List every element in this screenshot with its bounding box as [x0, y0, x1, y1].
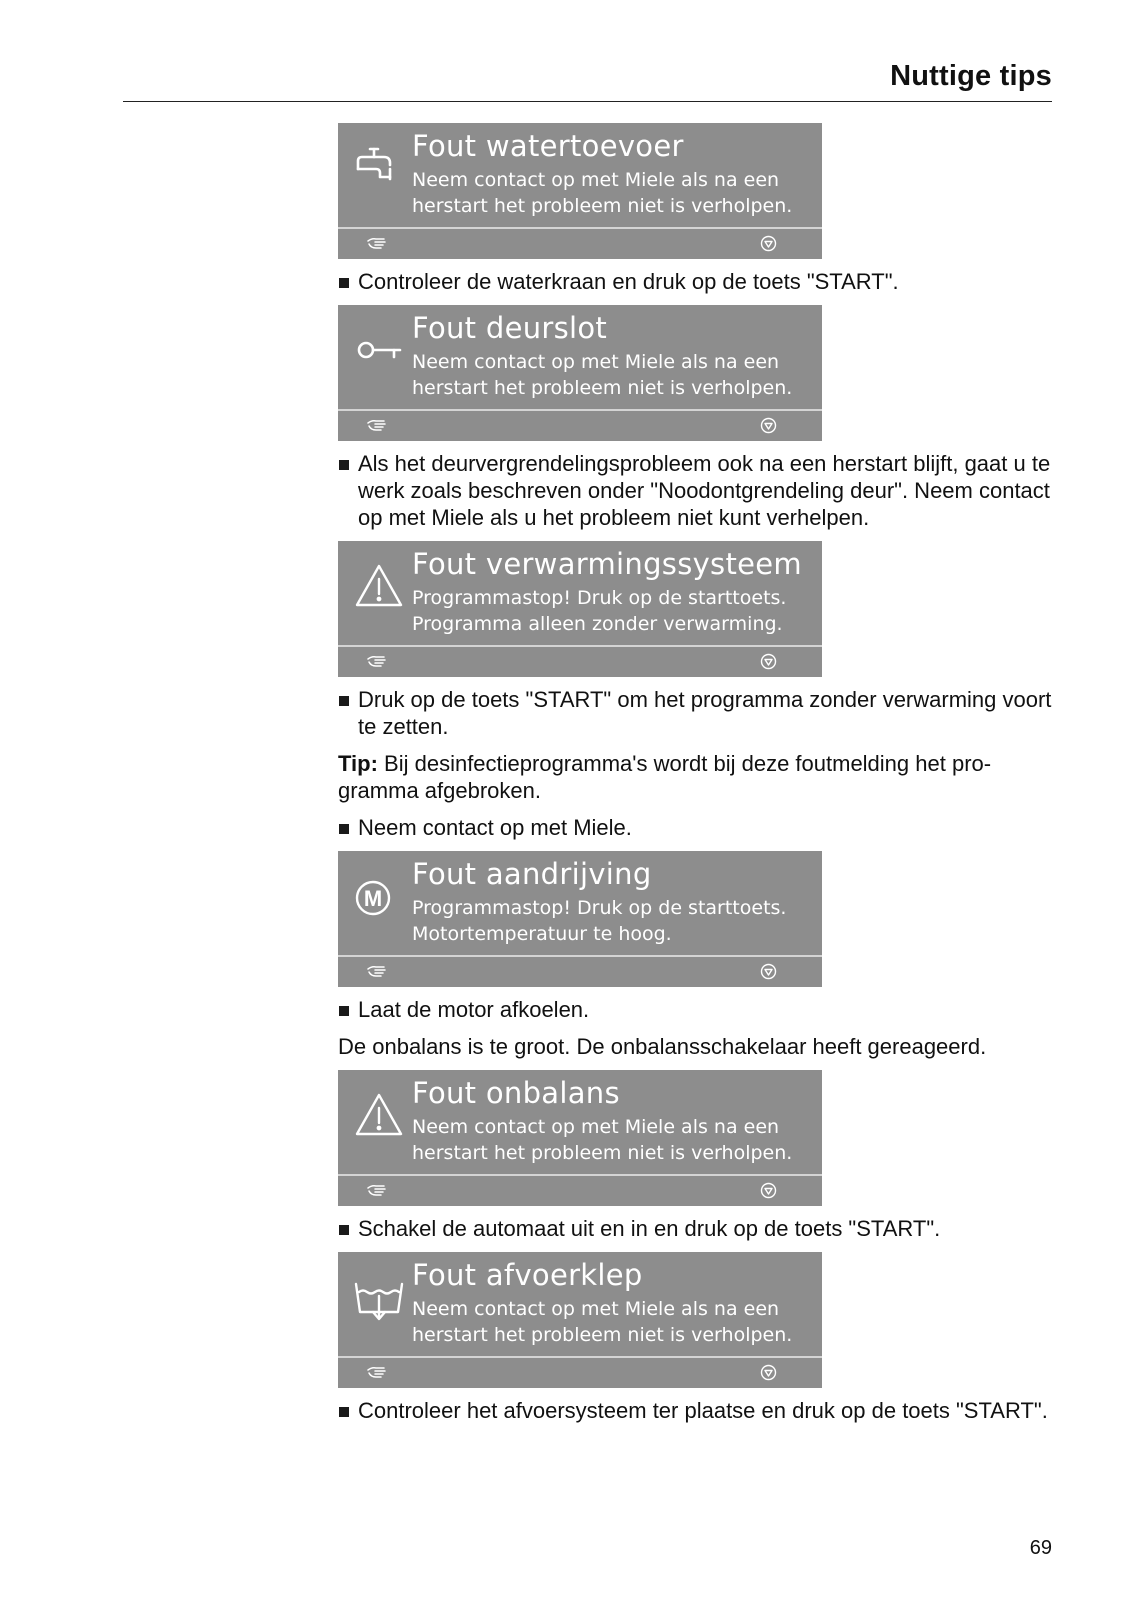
bullet-marker [339, 1006, 349, 1016]
display-message-line: Neem contact op met Miele als na een [412, 351, 780, 373]
instruction-bullet [338, 686, 1054, 740]
instruction-bullet [338, 268, 1054, 295]
bullet-marker [339, 278, 349, 288]
display-divider [338, 955, 822, 957]
instruction-text: Neem contact op met Miele. [358, 815, 632, 840]
tip-text: Bij desinfectieprogramma's wordt bij deze foutmelding het pro-gramma afgebroken. [338, 751, 992, 803]
display-message-line: herstart het probleem niet is verholpen. [412, 377, 793, 399]
instruction-text: Druk op de toets "START" om het programma zonder verwarming voort te zetten. [358, 687, 1052, 739]
down-arrow-icon [760, 1182, 777, 1199]
bullet-marker [339, 824, 349, 834]
page-header-title: Nuttige tips [890, 60, 1052, 92]
key-icon [348, 321, 410, 383]
water-tap-icon [348, 139, 410, 201]
down-arrow-icon [760, 653, 777, 670]
display-divider [338, 645, 822, 647]
instruction-bullet [338, 450, 1054, 531]
motor-m-icon [348, 867, 410, 929]
bullet-marker [339, 460, 349, 470]
display-message-line: Neem contact op met Miele als na een [412, 169, 780, 191]
display-fout-aandrijving [338, 851, 822, 987]
display-title: Fout verwarmingssysteem [412, 547, 802, 581]
note-paragraph: De onbalans is te groot. De onbalansschakelaar heeft gereageerd. [338, 1034, 987, 1059]
instruction-text: Als het deurvergrendelingsprobleem ook na een herstart blijft, gaat u te werk zoals beschreven onder "Noodontgrendeling deur". Neem contact op met Miele als u het probleem niet kunt verhelpen. [358, 451, 1051, 530]
instruction-bullet [338, 1397, 1054, 1424]
display-fout-afvoerklep [338, 1252, 822, 1388]
display-title: Fout aandrijving [412, 857, 652, 891]
display-message-line: Programmastop! Druk op de starttoets. [412, 587, 787, 609]
display-message-line: herstart het probleem niet is verholpen. [412, 1142, 793, 1164]
display-message-line: Neem contact op met Miele als na een [412, 1116, 780, 1138]
hand-icon [366, 653, 390, 669]
instruction-text: Controleer de waterkraan en druk op de toets "START". [358, 269, 899, 294]
display-divider [338, 1174, 822, 1176]
instruction-bullet [338, 996, 1054, 1023]
instruction-text: Schakel de automaat uit en in en druk op de toets "START". [358, 1216, 941, 1241]
display-title: Fout deurslot [412, 311, 608, 345]
tip-label: Tip: [338, 751, 378, 776]
display-message-line: Programma alleen zonder verwarming. [412, 613, 783, 635]
hand-icon [366, 417, 390, 433]
display-title: Fout watertoevoer [412, 129, 684, 163]
page-number: 69 [1029, 1537, 1052, 1559]
display-title: Fout onbalans [412, 1076, 620, 1110]
display-title: Fout afvoerklep [412, 1258, 643, 1292]
instruction-bullet [338, 814, 1054, 841]
drain-valve-icon [348, 1268, 410, 1330]
warning-triangle-icon [348, 557, 410, 619]
warning-triangle-icon [348, 1086, 410, 1148]
hand-icon [366, 235, 390, 251]
bullet-marker [339, 696, 349, 706]
header-divider [123, 101, 1052, 102]
display-fout-verwarmingssysteem [338, 541, 822, 677]
display-fout-watertoevoer [338, 123, 822, 259]
display-message-line: Neem contact op met Miele als na een [412, 1298, 780, 1320]
display-divider [338, 1356, 822, 1358]
tip-paragraph [338, 750, 1054, 804]
content-column [338, 123, 1054, 1434]
display-fout-onbalans [338, 1070, 822, 1206]
motor-letter: M [363, 886, 383, 911]
instruction-bullet [338, 1215, 1054, 1242]
down-arrow-icon [760, 417, 777, 434]
display-message-line: Motortemperatuur te hoog. [412, 923, 672, 945]
hand-icon [366, 1182, 390, 1198]
display-divider [338, 227, 822, 229]
display-fout-deurslot [338, 305, 822, 441]
bullet-marker [339, 1225, 349, 1235]
display-message-line: herstart het probleem niet is verholpen. [412, 195, 793, 217]
instruction-text: Controleer het afvoersysteem ter plaatse en druk op de toets "START". [358, 1398, 1048, 1423]
down-arrow-icon [760, 963, 777, 980]
display-message-line: herstart het probleem niet is verholpen. [412, 1324, 793, 1346]
hand-icon [366, 1364, 390, 1380]
instruction-text: Laat de motor afkoelen. [358, 997, 590, 1022]
down-arrow-icon [760, 235, 777, 252]
display-divider [338, 409, 822, 411]
display-message-line: Programmastop! Druk op de starttoets. [412, 897, 787, 919]
hand-icon [366, 963, 390, 979]
down-arrow-icon [760, 1364, 777, 1381]
bullet-marker [339, 1407, 349, 1417]
